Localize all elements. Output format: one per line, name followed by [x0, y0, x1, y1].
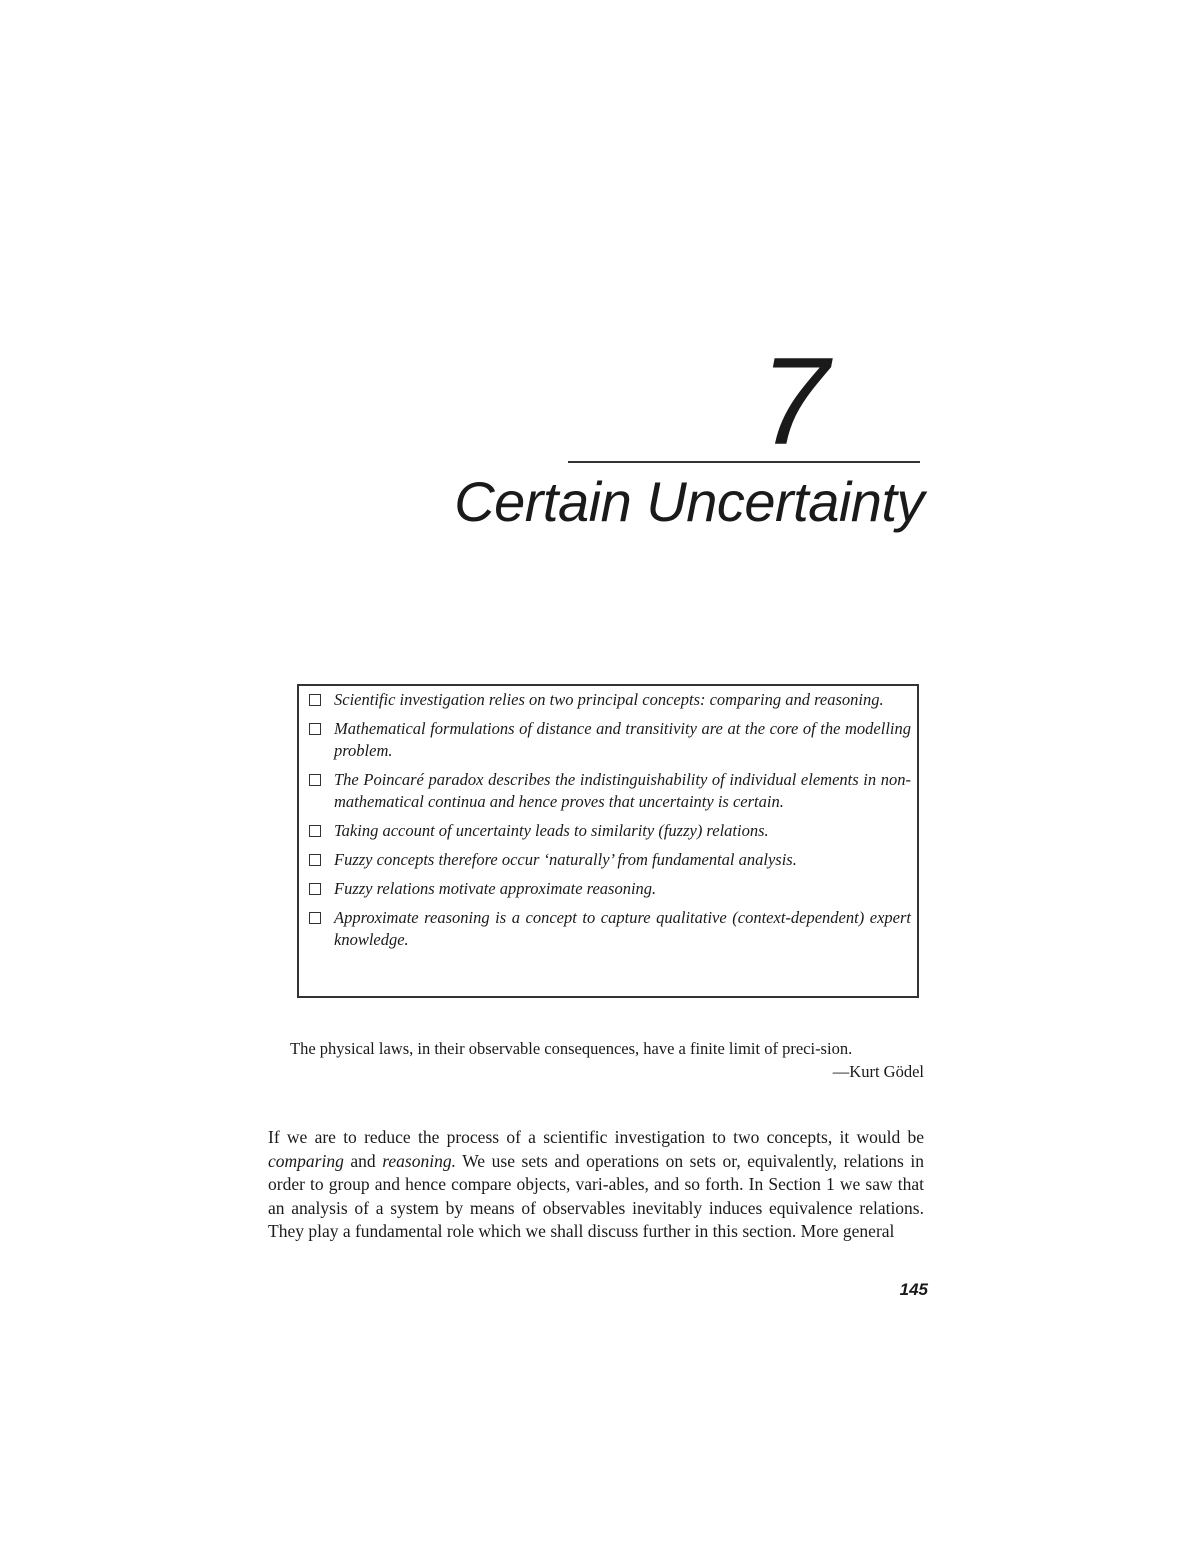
- body-text-segment: and: [343, 1150, 383, 1171]
- summary-item-text: The Poincaré paradox describes the indistinguishability of individual elements in non-mathematical continua and hence proves that uncertainty is certain.: [334, 770, 911, 811]
- checkbox-icon: [309, 912, 321, 924]
- summary-item-text: Taking account of uncertainty leads to similarity (fuzzy) relations.: [334, 821, 769, 840]
- body-text-segment: If we are to reduce the process of a scientific investigation to two concepts, it would be: [268, 1127, 924, 1147]
- summary-item: [309, 849, 911, 871]
- chapter-title: Certain Uncertainty: [454, 470, 924, 533]
- page-number: 145: [899, 1280, 928, 1299]
- checkbox-icon: [309, 694, 321, 706]
- checkbox-icon: [309, 883, 321, 895]
- epigraph-quote: The physical laws, in their observable consequences, have a finite limit of preci-sion.: [290, 1039, 853, 1058]
- summary-item-text: Fuzzy relations motivate approximate reasoning.: [334, 879, 657, 898]
- summary-item: [309, 820, 911, 842]
- epigraph-attribution: —Kurt Gödel: [832, 1062, 924, 1081]
- body-text-segment: We use sets and operations on sets or, equivalently, relations in order to group and hence compare objects, vari-ables, and so forth. In Section 1 we saw that an analysis of a system by means of observables inevitably induces equivalence relations. They play a fundamental role which we shall discuss further in this section. More general: [268, 1150, 924, 1241]
- summary-item-text: Scientific investigation relies on two principal concepts: comparing and reasoning.: [334, 690, 884, 709]
- summary-item: [309, 689, 911, 711]
- emphasis-comparing: comparing: [268, 1150, 344, 1171]
- summary-item-text: Fuzzy concepts therefore occur ‘naturally’ from fundamental analysis.: [334, 850, 797, 869]
- summary-item-text: Approximate reasoning is a concept to capture qualitative (context-dependent) expert knowledge.: [334, 908, 911, 949]
- summary-item-text: Mathematical formulations of distance and transitivity are at the core of the modelling problem.: [334, 719, 911, 760]
- title-rule: [568, 461, 920, 463]
- body-paragraph: [268, 1126, 924, 1244]
- summary-box: [297, 684, 919, 998]
- summary-item: [309, 718, 911, 762]
- checkbox-icon: [309, 723, 321, 735]
- chapter-number: 7: [760, 333, 829, 471]
- checkbox-icon: [309, 854, 321, 866]
- checkbox-icon: [309, 774, 321, 786]
- epigraph: [290, 1038, 924, 1083]
- summary-item: [309, 878, 911, 900]
- summary-item: [309, 769, 911, 813]
- emphasis-reasoning: reasoning.: [382, 1150, 456, 1171]
- checkbox-icon: [309, 825, 321, 837]
- summary-item: [309, 907, 911, 951]
